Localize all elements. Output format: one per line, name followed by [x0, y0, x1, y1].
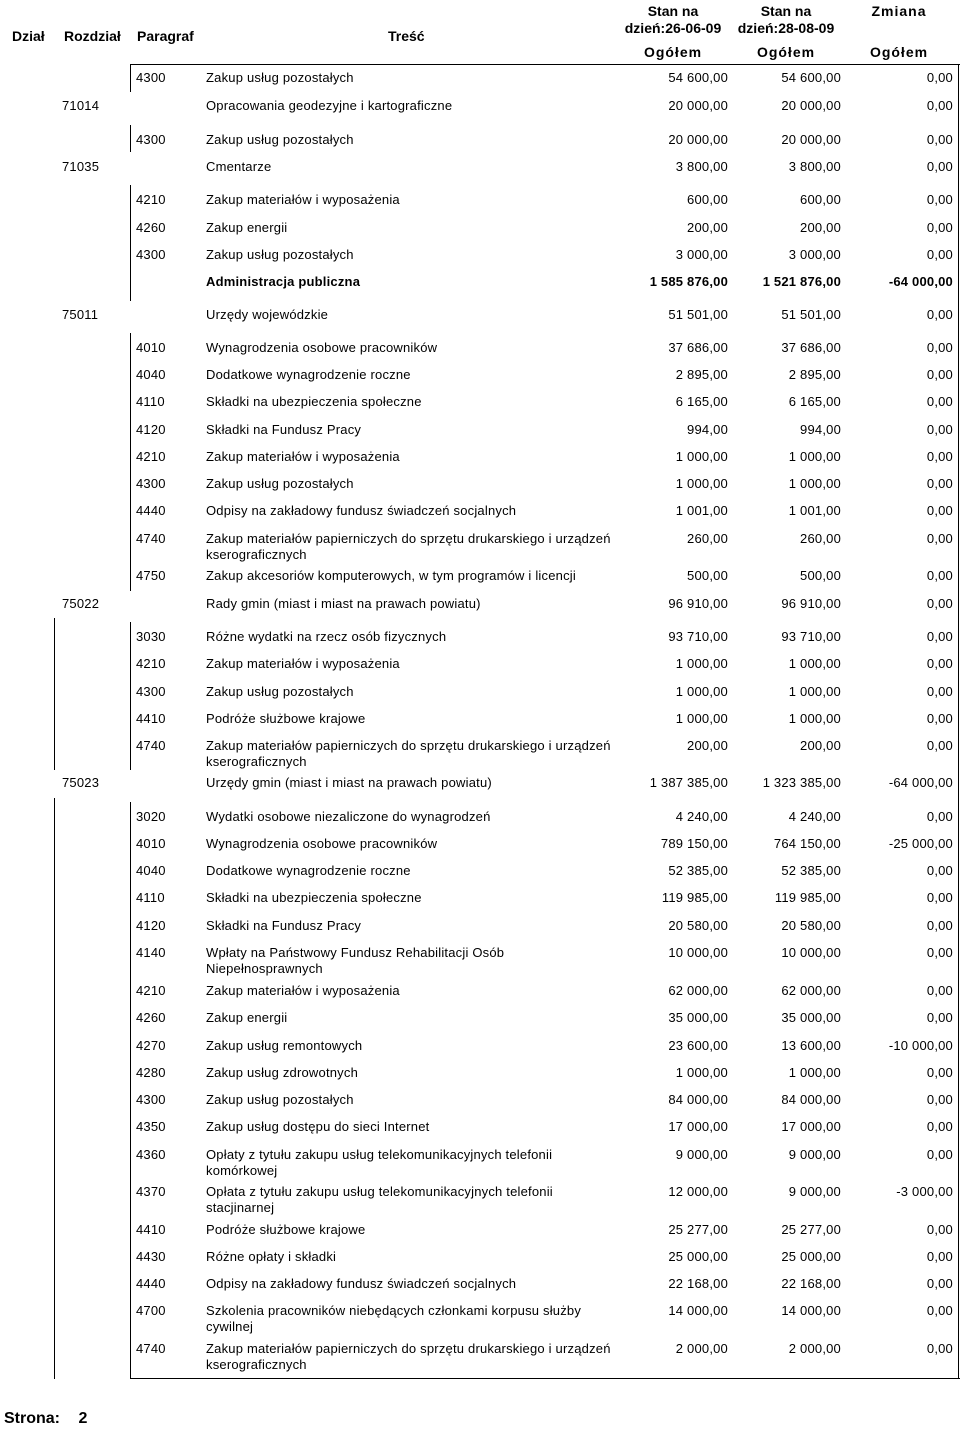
header-ogolem-2: Ogółem — [756, 44, 816, 60]
zmiana-cell: 0,00 — [926, 159, 953, 174]
stan-28-08-cell: 1 000,00 — [788, 449, 841, 464]
tresc-cell: Wynagrodzenia osobowe pracowników — [206, 836, 438, 851]
stan-28-08-cell: 1 001,00 — [788, 503, 841, 518]
stan-28-08-cell: 54 600,00 — [781, 70, 841, 85]
tresc-cell: Zakup materiałów papierniczych do sprzętu drukarskiego i urządzeń kserograficznych — [206, 738, 611, 769]
page-number — [4, 1410, 87, 1428]
zmiana-cell: 0,00 — [926, 1065, 953, 1080]
zmiana-cell: -64 000,00 — [888, 274, 953, 289]
header-col3-line1: Zmiana — [871, 3, 927, 19]
stan-28-08-cell: 9 000,00 — [788, 1147, 841, 1162]
zmiana-cell: 0,00 — [926, 247, 953, 262]
stan-26-06-cell: 93 710,00 — [668, 629, 728, 644]
stan-28-08-cell: 3 000,00 — [788, 247, 841, 262]
tresc-cell: Składki na ubezpieczenia społeczne — [206, 890, 422, 905]
table-bottom-border — [130, 1378, 960, 1379]
stan-26-06-cell: 200,00 — [687, 220, 728, 235]
zmiana-cell: 0,00 — [926, 738, 953, 753]
tresc-cell: Różne wydatki na rzecz osób fizycznych — [206, 629, 447, 644]
stan-26-06-cell: 200,00 — [687, 738, 728, 753]
tresc-cell: Zakup materiałów papierniczych do sprzętu drukarskiego i urządzeń kserograficznych — [206, 531, 611, 562]
stan-28-08-cell: 200,00 — [800, 738, 841, 753]
stan-28-08-cell: 9 000,00 — [788, 1184, 841, 1199]
zmiana-cell: 0,00 — [926, 422, 953, 437]
tresc-cell: Wydatki osobowe niezaliczone do wynagrodzeń — [206, 809, 491, 824]
paragraf-cell: 4010 — [136, 836, 166, 851]
stan-26-06-cell: 1 000,00 — [675, 1065, 728, 1080]
rozdzial-cell: 75022 — [62, 596, 100, 611]
paragraf-cell: 4440 — [136, 1276, 166, 1291]
paragraf-cell: 4120 — [136, 918, 166, 933]
tresc-cell: Odpisy na zakładowy fundusz świadczeń socjalnych — [206, 1276, 517, 1291]
stan-26-06-cell: 789 150,00 — [660, 836, 728, 851]
paragraf-left-border-4 — [130, 333, 131, 591]
stan-26-06-cell: 1 001,00 — [675, 503, 728, 518]
zmiana-cell: 0,00 — [926, 367, 953, 382]
stan-28-08-cell: 51 501,00 — [781, 307, 841, 322]
zmiana-cell: 0,00 — [926, 945, 953, 960]
header-dzial: Dział — [12, 28, 45, 44]
paragraf-cell: 4270 — [136, 1038, 166, 1053]
zmiana-cell: 0,00 — [926, 1119, 953, 1134]
stan-26-06-cell: 12 000,00 — [668, 1184, 728, 1199]
paragraf-cell: 4300 — [136, 70, 166, 85]
paragraf-left-border-3 — [130, 185, 131, 301]
zmiana-cell: 0,00 — [926, 503, 953, 518]
tresc-cell: Zakup usług pozostałych — [206, 1092, 354, 1107]
page-value: 2 — [78, 1410, 88, 1427]
tresc-cell: Zakup materiałów i wyposażenia — [206, 656, 400, 671]
zmiana-cell: 0,00 — [926, 656, 953, 671]
stan-26-06-cell: 1 000,00 — [675, 711, 728, 726]
stan-28-08-cell: 1 000,00 — [788, 1065, 841, 1080]
stan-26-06-cell: 37 686,00 — [668, 340, 728, 355]
zmiana-cell: 0,00 — [926, 568, 953, 583]
tresc-cell: Składki na ubezpieczenia społeczne — [206, 394, 422, 409]
zmiana-cell: 0,00 — [926, 340, 953, 355]
paragraf-cell: 4750 — [136, 568, 166, 583]
paragraf-cell: 4210 — [136, 449, 166, 464]
paragraf-cell: 4350 — [136, 1119, 166, 1134]
tresc-cell: Zakup usług zdrowotnych — [206, 1065, 359, 1080]
tresc-cell: Zakup usług pozostałych — [206, 70, 354, 85]
stan-26-06-cell: 20 000,00 — [668, 132, 728, 147]
header-col2-line2: dzień:28-08-09 — [737, 20, 835, 36]
stan-28-08-cell: 62 000,00 — [781, 983, 841, 998]
header-col1-line1: Stan na — [647, 3, 699, 19]
tresc-cell: Rady gmin (miast i miast na prawach powiatu) — [206, 596, 481, 611]
stan-28-08-cell: 994,00 — [800, 422, 841, 437]
stan-28-08-cell: 260,00 — [800, 531, 841, 546]
stan-28-08-cell: 20 000,00 — [781, 132, 841, 147]
table-top-border — [130, 64, 960, 65]
tresc-cell: Opracowania geodezyjne i kartograficzne — [206, 98, 453, 113]
stan-26-06-cell: 1 000,00 — [675, 449, 728, 464]
table-right-border — [958, 64, 959, 1379]
stan-26-06-cell: 54 600,00 — [668, 70, 728, 85]
stan-28-08-cell: 2 895,00 — [788, 367, 841, 382]
paragraf-cell: 4360 — [136, 1147, 166, 1162]
stan-28-08-cell: 1 000,00 — [788, 684, 841, 699]
stan-28-08-cell: 119 985,00 — [774, 890, 841, 905]
tresc-cell: Wpłaty na Państwowy Fundusz Rehabilitacji Osób Niepełnosprawnych — [206, 945, 505, 976]
header-tresc: Treść — [388, 28, 425, 44]
paragraf-cell: 4440 — [136, 503, 166, 518]
paragraf-cell: 4740 — [136, 738, 166, 753]
stan-28-08-cell: 96 910,00 — [781, 596, 841, 611]
tresc-cell: Odpisy na zakładowy fundusz świadczeń socjalnych — [206, 503, 517, 518]
tresc-cell: Zakup materiałów papierniczych do sprzętu drukarskiego i urządzeń kserograficznych — [206, 1341, 611, 1372]
stan-28-08-cell: 1 000,00 — [788, 656, 841, 671]
stan-26-06-cell: 1 585 876,00 — [649, 274, 728, 289]
zmiana-cell: 0,00 — [926, 132, 953, 147]
stan-26-06-cell: 3 000,00 — [675, 247, 728, 262]
paragraf-cell: 4110 — [136, 890, 165, 905]
paragraf-left-border-2 — [130, 125, 131, 152]
stan-26-06-cell: 2 895,00 — [675, 367, 728, 382]
header-paragraf: Paragraf — [137, 28, 194, 44]
stan-26-06-cell: 23 600,00 — [668, 1038, 728, 1053]
paragraf-cell: 4040 — [136, 863, 166, 878]
paragraf-cell: 4110 — [136, 394, 165, 409]
zmiana-cell: 0,00 — [926, 192, 953, 207]
zmiana-cell: -64 000,00 — [888, 775, 953, 790]
zmiana-cell: 0,00 — [926, 220, 953, 235]
header-ogolem-1: Ogółem — [643, 44, 703, 60]
tresc-cell: Składki na Fundusz Pracy — [206, 422, 362, 437]
tresc-cell: Opłaty z tytułu zakupu usług telekomunikacyjnych telefonii komórkowej — [206, 1147, 553, 1178]
paragraf-cell: 4740 — [136, 531, 166, 546]
tresc-cell: Szkolenia pracowników niebędących członkami korpusu służby cywilnej — [206, 1303, 582, 1334]
paragraf-cell: 4370 — [136, 1184, 166, 1199]
stan-26-06-cell: 994,00 — [687, 422, 728, 437]
zmiana-cell: 0,00 — [926, 1303, 953, 1318]
paragraf-left-border-6 — [130, 802, 131, 1379]
paragraf-cell: 4280 — [136, 1065, 166, 1080]
header-ogolem-3: Ogółem — [869, 44, 929, 60]
zmiana-cell: 0,00 — [926, 809, 953, 824]
zmiana-cell: 0,00 — [926, 476, 953, 491]
stan-26-06-cell: 35 000,00 — [668, 1010, 728, 1025]
stan-28-08-cell: 25 277,00 — [781, 1222, 841, 1237]
stan-26-06-cell: 14 000,00 — [668, 1303, 728, 1318]
tresc-cell: Cmentarze — [206, 159, 272, 174]
stan-26-06-cell: 6 165,00 — [675, 394, 728, 409]
zmiana-cell: 0,00 — [926, 863, 953, 878]
paragraf-cell: 4410 — [136, 711, 166, 726]
paragraf-cell: 4260 — [136, 1010, 166, 1025]
paragraf-cell: 4260 — [136, 220, 166, 235]
stan-28-08-cell: 13 600,00 — [781, 1038, 841, 1053]
zmiana-cell: 0,00 — [926, 394, 953, 409]
paragraf-cell: 4120 — [136, 422, 166, 437]
tresc-cell: Zakup materiałów i wyposażenia — [206, 983, 400, 998]
paragraf-cell: 4300 — [136, 132, 166, 147]
rozdzial-left-border-1 — [54, 618, 55, 770]
tresc-cell: Opłata z tytułu zakupu usług telekomunikacyjnych telefonii stacjinarnej — [206, 1184, 553, 1215]
zmiana-cell: 0,00 — [926, 70, 953, 85]
rozdzial-left-border-2 — [54, 798, 55, 1379]
stan-28-08-cell: 1 000,00 — [788, 476, 841, 491]
stan-28-08-cell: 3 800,00 — [788, 159, 841, 174]
zmiana-cell: 0,00 — [926, 918, 953, 933]
zmiana-cell: 0,00 — [926, 1249, 953, 1264]
stan-28-08-cell: 6 165,00 — [788, 394, 841, 409]
zmiana-cell: 0,00 — [926, 711, 953, 726]
stan-28-08-cell: 600,00 — [800, 192, 841, 207]
header-col2-line1: Stan na — [760, 3, 812, 19]
stan-26-06-cell: 2 000,00 — [675, 1341, 728, 1356]
stan-28-08-cell: 200,00 — [800, 220, 841, 235]
stan-26-06-cell: 52 385,00 — [668, 863, 728, 878]
paragraf-cell: 4040 — [136, 367, 166, 382]
zmiana-cell: 0,00 — [926, 1092, 953, 1107]
stan-26-06-cell: 51 501,00 — [668, 307, 728, 322]
stan-28-08-cell: 37 686,00 — [781, 340, 841, 355]
paragraf-cell: 4300 — [136, 684, 166, 699]
paragraf-cell: 4010 — [136, 340, 166, 355]
tresc-cell: Wynagrodzenia osobowe pracowników — [206, 340, 438, 355]
tresc-cell: Podróże służbowe krajowe — [206, 1222, 366, 1237]
paragraf-cell: 4700 — [136, 1303, 166, 1318]
paragraf-cell: 4300 — [136, 247, 166, 262]
zmiana-cell: 0,00 — [926, 629, 953, 644]
zmiana-cell: 0,00 — [926, 596, 953, 611]
tresc-cell: Zakup materiałów i wyposażenia — [206, 449, 400, 464]
paragraf-cell: 4210 — [136, 656, 166, 671]
page-label: Strona: — [4, 1410, 60, 1427]
stan-26-06-cell: 20 580,00 — [668, 918, 728, 933]
tresc-cell: Zakup usług pozostałych — [206, 684, 354, 699]
paragraf-cell: 4140 — [136, 945, 166, 960]
stan-28-08-cell: 52 385,00 — [781, 863, 841, 878]
stan-26-06-cell: 1 000,00 — [675, 684, 728, 699]
stan-28-08-cell: 14 000,00 — [781, 1303, 841, 1318]
stan-26-06-cell: 1 000,00 — [675, 656, 728, 671]
tresc-cell: Dodatkowe wynagrodzenie roczne — [206, 367, 411, 382]
stan-26-06-cell: 20 000,00 — [668, 98, 728, 113]
paragraf-cell: 4740 — [136, 1341, 166, 1356]
stan-26-06-cell: 84 000,00 — [668, 1092, 728, 1107]
stan-28-08-cell: 20 580,00 — [781, 918, 841, 933]
rozdzial-cell: 71014 — [62, 98, 100, 113]
zmiana-cell: 0,00 — [926, 983, 953, 998]
stan-26-06-cell: 9 000,00 — [675, 1147, 728, 1162]
zmiana-cell: 0,00 — [926, 890, 953, 905]
stan-28-08-cell: 25 000,00 — [781, 1249, 841, 1264]
stan-26-06-cell: 3 800,00 — [675, 159, 728, 174]
stan-28-08-cell: 17 000,00 — [781, 1119, 841, 1134]
tresc-cell: Zakup materiałów i wyposażenia — [206, 192, 400, 207]
tresc-cell: Dodatkowe wynagrodzenie roczne — [206, 863, 411, 878]
paragraf-cell: 4430 — [136, 1249, 166, 1264]
rozdzial-cell: 71035 — [62, 159, 100, 174]
stan-26-06-cell: 17 000,00 — [668, 1119, 728, 1134]
tresc-cell: Składki na Fundusz Pracy — [206, 918, 362, 933]
stan-26-06-cell: 62 000,00 — [668, 983, 728, 998]
stan-28-08-cell: 500,00 — [800, 568, 841, 583]
zmiana-cell: 0,00 — [926, 1010, 953, 1025]
paragraf-left-border-5 — [130, 622, 131, 770]
rozdzial-cell: 75023 — [62, 775, 100, 790]
tresc-cell: Zakup energii — [206, 1010, 288, 1025]
stan-26-06-cell: 22 168,00 — [668, 1276, 728, 1291]
stan-28-08-cell: 22 168,00 — [781, 1276, 841, 1291]
zmiana-cell: 0,00 — [926, 1147, 953, 1162]
zmiana-cell: 0,00 — [926, 1276, 953, 1291]
zmiana-cell: -10 000,00 — [888, 1038, 953, 1053]
stan-26-06-cell: 96 910,00 — [668, 596, 728, 611]
stan-26-06-cell: 10 000,00 — [668, 945, 728, 960]
paragraf-cell: 3030 — [136, 629, 166, 644]
stan-28-08-cell: 1 521 876,00 — [762, 274, 841, 289]
zmiana-cell: 0,00 — [926, 531, 953, 546]
stan-28-08-cell: 4 240,00 — [788, 809, 841, 824]
stan-28-08-cell: 84 000,00 — [781, 1092, 841, 1107]
tresc-cell: Zakup usług dostępu do sieci Internet — [206, 1119, 430, 1134]
zmiana-cell: -3 000,00 — [896, 1184, 953, 1199]
stan-28-08-cell: 20 000,00 — [781, 98, 841, 113]
paragraf-cell: 4300 — [136, 476, 166, 491]
paragraf-left-border-1 — [130, 64, 131, 92]
stan-26-06-cell: 600,00 — [687, 192, 728, 207]
zmiana-cell: -25 000,00 — [888, 836, 953, 851]
stan-26-06-cell: 1 000,00 — [675, 476, 728, 491]
paragraf-cell: 4210 — [136, 983, 166, 998]
zmiana-cell: 0,00 — [926, 1341, 953, 1356]
zmiana-cell: 0,00 — [926, 684, 953, 699]
rozdzial-cell: 75011 — [62, 307, 99, 322]
tresc-cell: Podróże służbowe krajowe — [206, 711, 366, 726]
paragraf-cell: 4300 — [136, 1092, 166, 1107]
paragraf-cell: 3020 — [136, 809, 166, 824]
tresc-cell: Różne opłaty i składki — [206, 1249, 337, 1264]
zmiana-cell: 0,00 — [926, 1222, 953, 1237]
stan-28-08-cell: 764 150,00 — [773, 836, 841, 851]
zmiana-cell: 0,00 — [926, 307, 953, 322]
tresc-cell: Zakup usług pozostałych — [206, 476, 354, 491]
stan-28-08-cell: 2 000,00 — [788, 1341, 841, 1356]
tresc-cell: Zakup energii — [206, 220, 288, 235]
tresc-cell: Urzędy gmin (miast i miast na prawach powiatu) — [206, 775, 492, 790]
tresc-cell: Zakup akcesoriów komputerowych, w tym programów i licencji — [206, 568, 576, 583]
stan-28-08-cell: 1 323 385,00 — [762, 775, 841, 790]
stan-26-06-cell: 1 387 385,00 — [649, 775, 728, 790]
paragraf-cell: 4210 — [136, 192, 166, 207]
stan-28-08-cell: 10 000,00 — [781, 945, 841, 960]
tresc-cell: Zakup usług pozostałych — [206, 132, 354, 147]
stan-28-08-cell: 93 710,00 — [781, 629, 841, 644]
header-col1-line2: dzień:26-06-09 — [624, 20, 722, 36]
tresc-cell: Administracja publiczna — [206, 274, 361, 289]
paragraf-cell: 4410 — [136, 1222, 166, 1237]
stan-26-06-cell: 25 000,00 — [668, 1249, 728, 1264]
stan-26-06-cell: 260,00 — [687, 531, 728, 546]
zmiana-cell: 0,00 — [926, 449, 953, 464]
tresc-cell: Zakup usług pozostałych — [206, 247, 354, 262]
stan-28-08-cell: 1 000,00 — [788, 711, 841, 726]
zmiana-cell: 0,00 — [926, 98, 953, 113]
stan-28-08-cell: 35 000,00 — [781, 1010, 841, 1025]
stan-26-06-cell: 25 277,00 — [668, 1222, 728, 1237]
header-rozdzial: Rozdział — [64, 28, 121, 44]
tresc-cell: Zakup usług remontowych — [206, 1038, 363, 1053]
stan-26-06-cell: 119 985,00 — [661, 890, 728, 905]
stan-26-06-cell: 4 240,00 — [675, 809, 728, 824]
stan-26-06-cell: 500,00 — [687, 568, 728, 583]
tresc-cell: Urzędy wojewódzkie — [206, 307, 329, 322]
